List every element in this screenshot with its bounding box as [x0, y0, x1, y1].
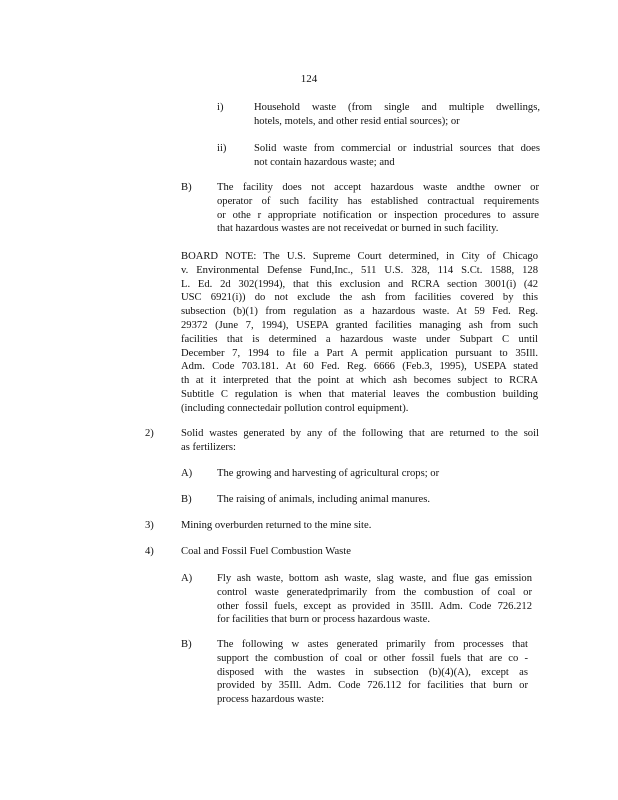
item-marker: 4)	[145, 546, 154, 557]
text-line: operator of such facility has established contractual requirements	[217, 195, 539, 207]
item-text	[181, 545, 371, 559]
text-line: hotels, motels, and other resid ential sources); or	[254, 115, 460, 127]
text-line: BOARD NOTE: The U.S. Supreme Court determined, in City of Chicago	[181, 251, 538, 262]
text-line: process hazardous waste:	[217, 694, 325, 706]
item-text	[254, 142, 540, 170]
text-line: The facility does not accept hazardous waste andthe owner or	[217, 182, 539, 193]
text-line: 29372 (June 7, 1994), USEPA granted facilities managing ash from such	[181, 319, 538, 331]
text-line: Coal and Fossil Fuel Combustion Waste	[181, 546, 351, 557]
text-line: Fly ash waste, bottom ash waste, slag waste, and flue gas emission	[217, 573, 532, 584]
item-text	[217, 493, 452, 507]
text-line: (including connectedair pollution control equipment).	[181, 402, 409, 414]
text-line: support the combustion of coal or other fossil fuels that are co -	[217, 652, 528, 664]
text-line: Solid waste from commercial or industrial sources that does	[254, 143, 540, 154]
page-number: 124	[300, 73, 318, 85]
item-marker: A)	[181, 468, 193, 479]
text-line: disposed with the wastes in subsection (b)(4)(A), except as	[217, 666, 528, 678]
item-text	[181, 519, 381, 533]
text-line: that hazardous wastes are not receivedat or burned in such facility.	[217, 223, 499, 235]
item-marker: B)	[181, 182, 192, 193]
item-text	[217, 181, 539, 236]
item-marker: B)	[181, 639, 192, 650]
text-line: other fossil fuels, except as provided in 35Ill. Adm. Code 726.212	[217, 600, 532, 612]
item-marker: i)	[217, 102, 224, 113]
item-text	[217, 638, 528, 707]
text-line: L. Ed. 2d 302(1994), that this exclusion and RCRA section 3001(i) (42	[181, 278, 538, 290]
item-text	[217, 467, 473, 481]
text-line: The following w astes generated primarily from processes that	[217, 639, 528, 650]
text-line: USC 6921(i)) do not exclude the ash from facilities covered by this	[181, 292, 538, 304]
text-line: for facilities that burn or process hazardous waste.	[217, 614, 430, 626]
board-note	[181, 250, 538, 416]
item-marker: 3)	[145, 520, 154, 531]
item-marker: A)	[181, 573, 193, 584]
text-line: The growing and harvesting of agricultural crops; or	[217, 468, 440, 479]
item-text	[217, 572, 532, 627]
item-marker: B)	[181, 494, 192, 505]
text-line: Adm. Code 703.181. At 60 Fed. Reg. 6666 (Feb.3, 1995), USEPA stated	[181, 361, 538, 373]
text-line: th at it interpreted that the point at which ash becomes subject to RCRA	[181, 375, 538, 387]
text-line: as fertilizers:	[181, 441, 237, 453]
text-line: v. Environmental Defense Fund,Inc., 511 U.S. 328, 114 S.Ct. 1588, 128	[181, 264, 538, 276]
text-line: facilities that is determined a hazardous waste under Subpart C until	[181, 333, 538, 345]
item-marker: 2)	[145, 428, 154, 439]
text-line: provided by 35Ill. Adm. Code 726.112 for facilities that burn or	[217, 680, 528, 692]
text-line: not contain hazardous waste; and	[254, 156, 395, 168]
item-text	[181, 427, 539, 455]
text-line: Subtitle C regulation is when that material leaves the combustion building	[181, 388, 538, 400]
text-line: control waste generatedprimarily from the combustion of coal or	[217, 586, 532, 598]
text-line: Household waste (from single and multiple dwellings,	[254, 102, 540, 113]
text-line: The raising of animals, including animal manures.	[217, 494, 430, 505]
text-line: subsection (b)(1) from regulation as a hazardous waste. At 59 Fed. Reg.	[181, 306, 538, 318]
text-line: Mining overburden returned to the mine site.	[181, 520, 372, 531]
item-text	[254, 101, 540, 129]
text-line: December 7, 1994 to file a Part A permit application pursuant to 35Ill.	[181, 347, 538, 359]
text-line: or othe r appropriate notification or inspection procedures to assure	[217, 209, 539, 221]
item-marker: ii)	[217, 143, 227, 154]
text-line: Solid wastes generated by any of the following that are returned to the soil	[181, 428, 539, 439]
